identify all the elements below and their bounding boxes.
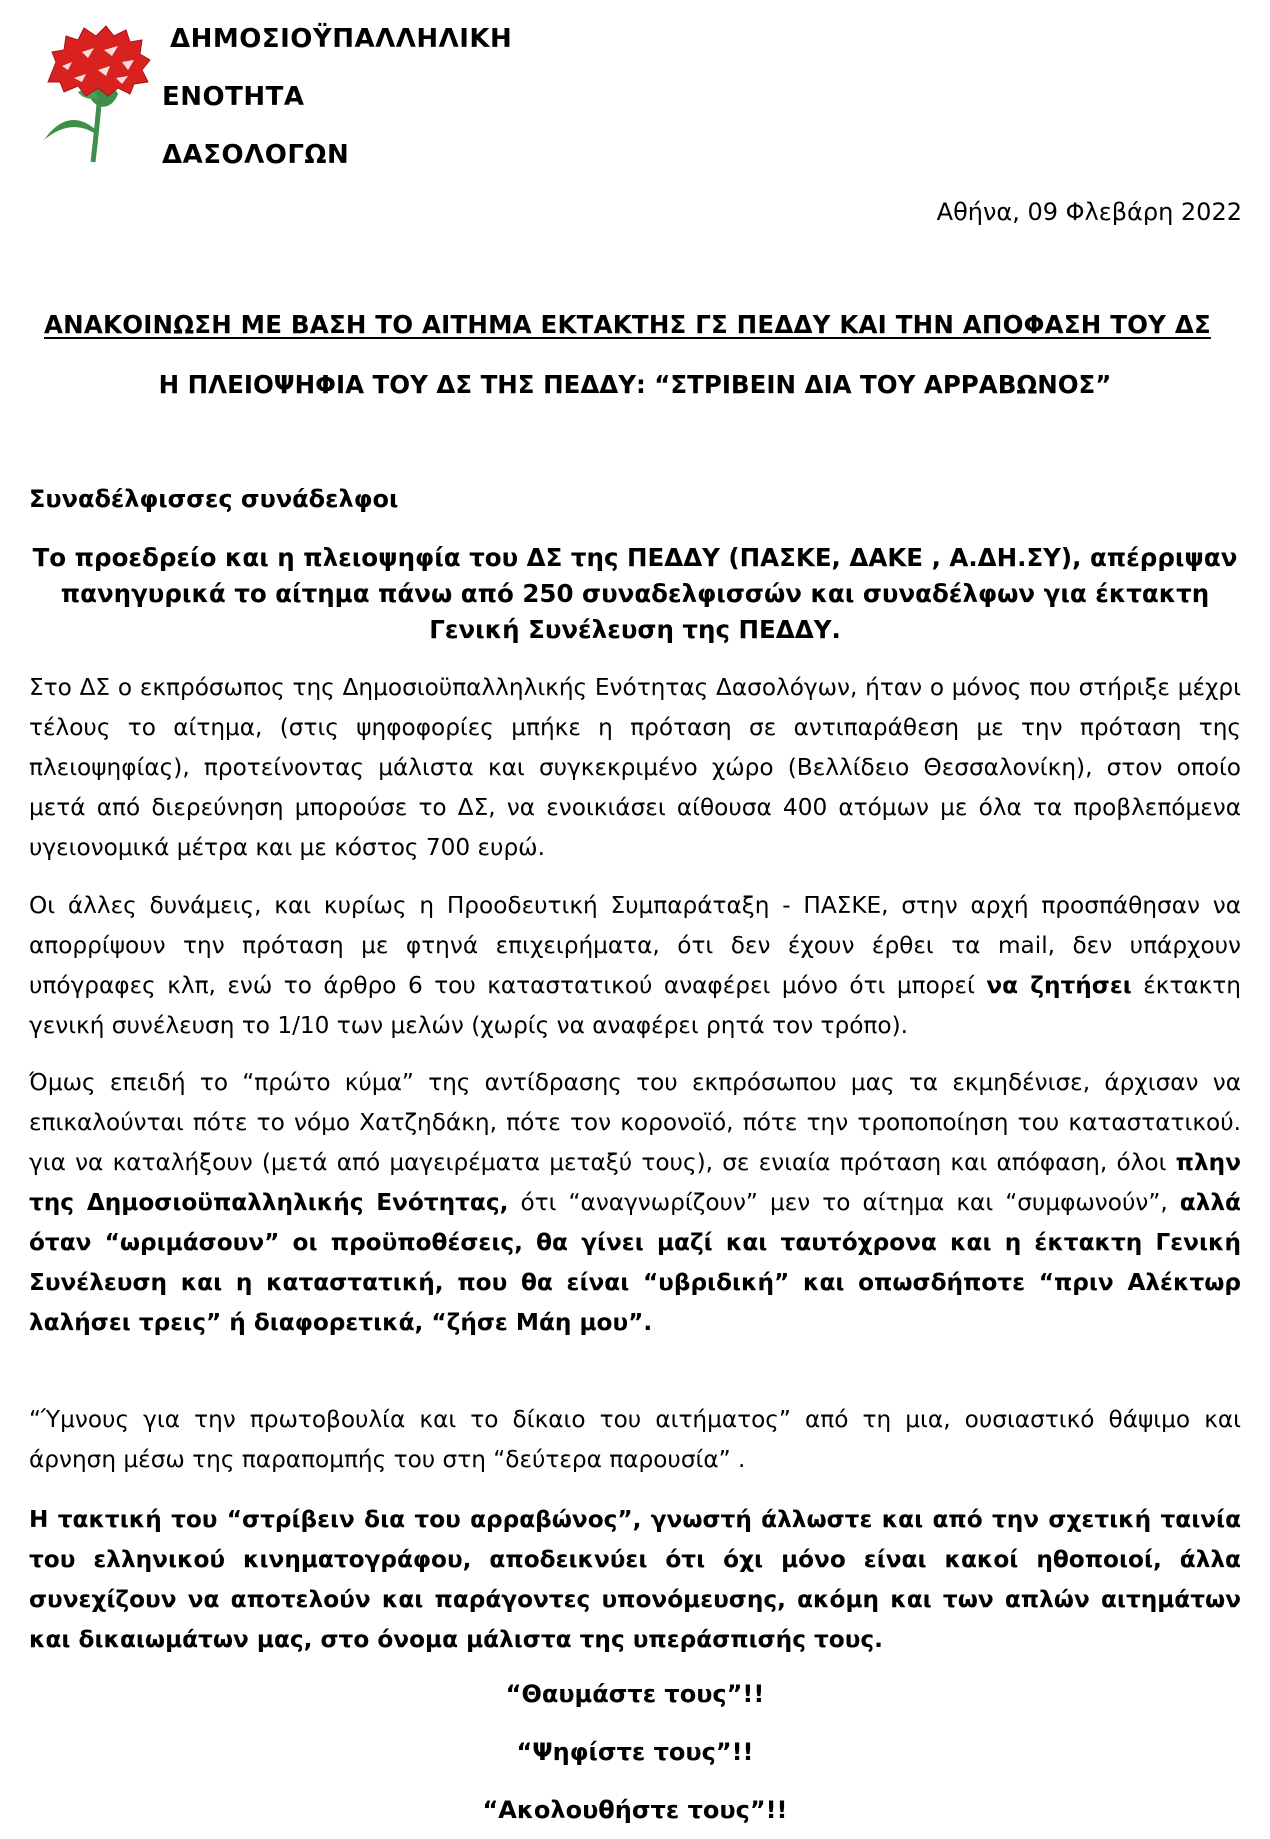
paragraph-3-text-b: ότι “αναγνωρίζουν” μεν το αίτημα και “συμφωνούν”, xyxy=(508,1189,1180,1216)
org-name-line-3: ΔΑΣΟΛΟΓΩΝ xyxy=(162,140,350,170)
paragraph-3 xyxy=(29,1063,1241,1343)
red-carnation-icon xyxy=(38,22,156,167)
lead-paragraph: Το προεδρείο και η πλειοψηφία του ΔΣ της ΠΕΔΔΥ (ΠΑΣΚΕ, ΔΑΚΕ , Α.ΔΗ.ΣΥ), απέρριψαν πανηγυρικά το αίτημα πάνω από 250 συναδελφισσών και συναδέλφων για έκτακτη Γενική Συνέλευση της ΠΕΔΔΥ. xyxy=(32,543,1238,644)
closing-line-2: “Ψηφίστε τους”!! xyxy=(516,1738,754,1766)
page-title: ΑΝΑΚΟΙΝΩΣΗ ΜΕ ΒΑΣΗ ΤΟ ΑΙΤΗΜΑ ΕΚΤΑΚΤΗΣ ΓΣ ΠΕΔΔΥ ΚΑΙ ΤΗΝ ΑΠΟΦΑΣΗ ΤΟΥ ΔΣ xyxy=(44,310,1211,339)
paragraph-3-emphasis-2: αλλά όταν “ωριμάσουν” οι προϋποθέσεις, θα γίνει μαζί και ταυτόχρονα και η έκτακτη Γενική Συνέλευση και η καταστατική, που θα είναι “υβριδική” και οπωσδήποτε “πριν Αλέκτωρ λαλήσει τρεις” ή διαφορετικά, “ζήσε Μάη μου”. xyxy=(29,1189,1241,1336)
org-name-line-2: ΕΝΟΤΗΤΑ xyxy=(162,82,305,112)
paragraph-3-text-a: Όμως επειδή το “πρώτο κύμα” της αντίδρασης του εκπρόσωπου μας τα εκμηδένισε, άρχισαν να επικαλούνται πότε το νόμο Χατζηδάκη, πότε τον κορονοϊό, πότε την τροποποίηση του καταστατικού. για να καταλήξουν (μετά από μαγειρέματα μεταξύ τους), σε ενιαία πρόταση και απόφαση, όλοι xyxy=(29,1069,1241,1176)
paragraph-2 xyxy=(29,886,1241,1046)
paragraph-1: Στο ΔΣ ο εκπρόσωπος της Δημοσιοϋπαλληλικής Ενότητας Δασολόγων, ήταν ο μόνος που στήριξε μέχρι τέλους το αίτημα, (στις ψηφοφορίες μπήκε η πρόταση σε αντιπαράθεση με την πρόταση της πλειοψηφίας), προτείνοντας μάλιστα και συγκεκριμένο χώρο (Βελλίδειο Θεσσαλονίκη), στον οποίο μετά από διερεύνηση μπορούσε το ΔΣ, να ενοικιάσει αίθουσα 400 ατόμων με όλα τα προβλεπόμενα υγειονομικά μέτρα και με κόστος 700 ευρώ. xyxy=(29,674,1241,861)
paragraph-2-text-a: Οι άλλες δυνάμεις, και κυρίως η Προοδευτική Συμπαράταξη - ΠΑΣΚΕ, στην αρχή προσπάθησαν να απορρίψουν την πρόταση με φτηνά επιχειρήματα, ότι δεν έχουν έρθει τα mail, δεν υπάρχουν υπόγραφες κλπ, ενώ το άρθρο 6 του καταστατικού αναφέρει μόνο ότι μπορεί xyxy=(29,892,1241,999)
closing-line-1: “Θαυμάστε τους”!! xyxy=(505,1680,765,1708)
closing-line-3: “Ακολουθήστε τους”!! xyxy=(482,1796,788,1824)
paragraph-2-text-b: έκτακτη γενική συνέλευση το 1/10 των μελών (χωρίς να αναφέρει ρητά τον τρόπο). xyxy=(29,972,1242,1039)
paragraph-3-emphasis-1: πλην της Δημοσιοϋπαλληλικής Ενότητας, xyxy=(29,1149,1241,1216)
paragraph-2-emphasis: να ζητήσει xyxy=(986,972,1132,999)
greeting: Συναδέλφισσες συνάδελφοι xyxy=(29,485,399,513)
paragraph-5: Η τακτική του “στρίβειν δια του αρραβώνος”, γνωστή άλλωστε και από την σχετική ταινία του ελληνικού κινηματογράφου, αποδεικνύει ότι όχι μόνο είναι κακοί ηθοποιοί, άλλα συνεχίζουν να αποτελούν και παράγοντες υπονόμευσης, ακόμη και των απλών αιτημάτων και δικαιωμάτων μας, στο όνομα μάλιστα της υπεράσπισής τους. xyxy=(29,1506,1241,1653)
document-date: Αθήνα, 09 Φλεβάρη 2022 xyxy=(936,198,1242,226)
page-subtitle: Η ΠΛΕΙΟΨΗΦΙΑ ΤΟΥ ΔΣ ΤΗΣ ΠΕΔΔΥ: “ΣΤΡΙΒΕΙΝ ΔΙΑ ΤΟΥ ΑΡΡΑΒΩΝΟΣ” xyxy=(158,370,1112,399)
org-name-line-1: ΔΗΜΟΣΙΟΫΠΑΛΛΗΛΙΚΗ xyxy=(170,24,513,54)
paragraph-4: “Ύμνους για την πρωτοβουλία και το δίκαιο του αιτήματος” από τη μια, ουσιαστικό θάψιμο και άρνηση μέσω της παραπομπής του στη “δεύτερα παρουσία” . xyxy=(29,1406,1241,1473)
logo xyxy=(38,22,156,167)
